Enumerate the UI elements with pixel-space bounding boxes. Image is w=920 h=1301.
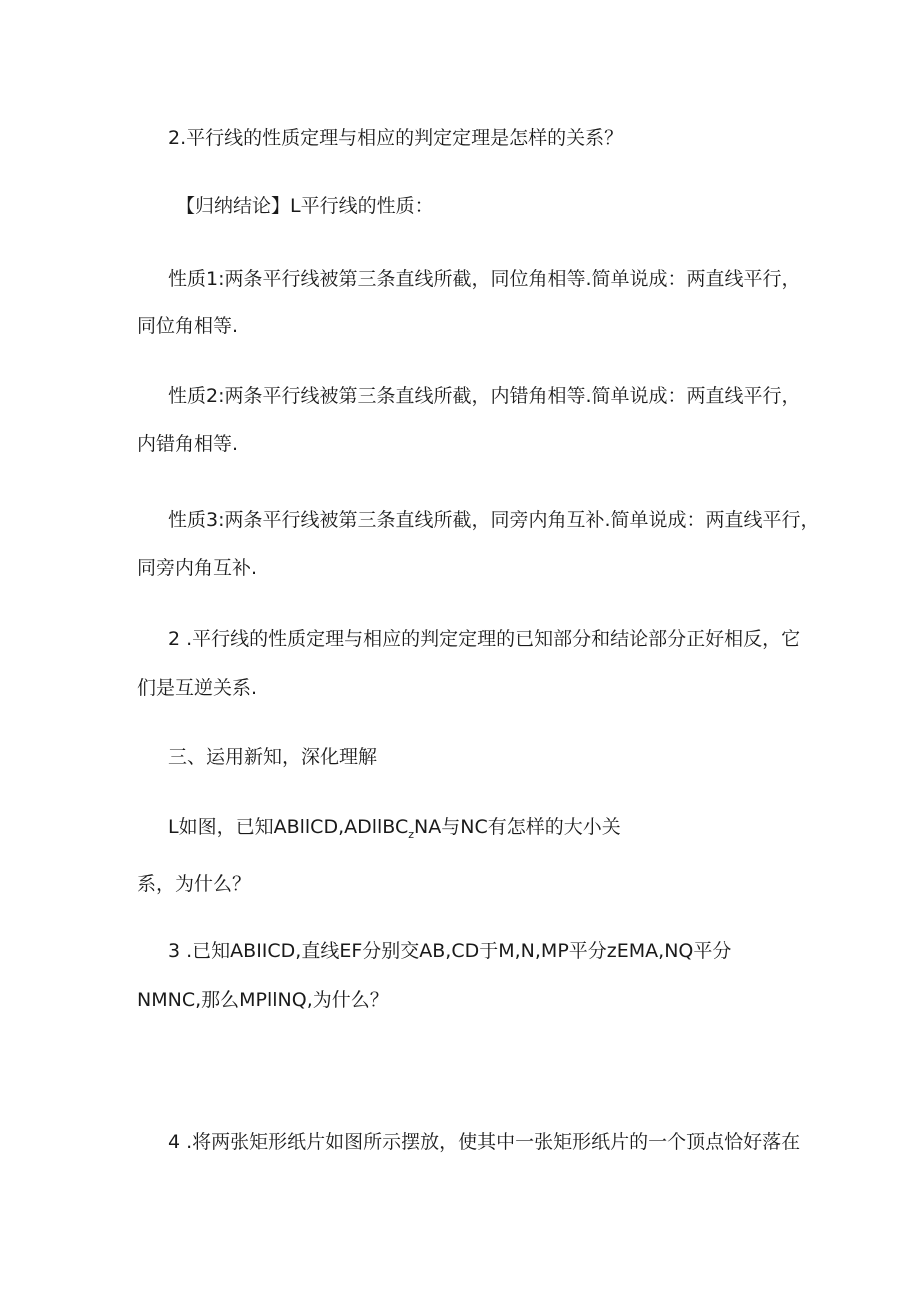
summary-heading: 【归纳结论】L平行线的性质： [176, 195, 434, 217]
exercise-1-text-a: L如图，已知ABllCD,ADllBC [168, 816, 409, 838]
conclusion-2-line-2: 们是互逆关系. [137, 677, 258, 699]
property-3-line-2: 同旁内角互补. [137, 557, 258, 579]
property-2-line-2: 内错角相等. [137, 433, 239, 455]
conclusion-2-line-1: 2 .平行线的性质定理与相应的判定定理的已知部分和结论部分正好相反，它 [168, 628, 801, 650]
property-1-line-2: 同位角相等. [137, 315, 239, 337]
exercise-1-line-1 [168, 813, 621, 844]
exercise-1-line-2: 系，为什么？ [137, 873, 252, 895]
exercise-1-text-b: NA与NC有怎样的大小关 [414, 816, 621, 838]
exercise-4-line-1: 4 .将两张矩形纸片如图所示摆放，使其中一张矩形纸片的一个顶点恰好落在 [168, 1131, 801, 1153]
property-3-line-1: 性质3:两条平行线被第三条直线所截，同旁内角互补.简单说成：两直线平行， [168, 509, 820, 531]
question-2-heading: 2.平行线的性质定理与相应的判定定理是怎样的关系？ [168, 127, 624, 149]
exercise-3-line-2: NMNC,那么MPllNQ,为什么？ [137, 989, 389, 1011]
exercise-1-subscript: z [408, 828, 415, 841]
property-2-line-1: 性质2:两条平行线被第三条直线所截，内错角相等.简单说成：两直线平行， [168, 385, 801, 407]
property-1-line-1: 性质1:两条平行线被第三条直线所截，同位角相等.简单说成：两直线平行， [168, 268, 801, 290]
exercise-3-line-1: 3 .已知ABIICD,直线EF分别交AB,CD于M,N,MP平分zEMA,NQ平分 [168, 940, 732, 962]
section-3-heading: 三、运用新知，深化理解 [168, 746, 378, 768]
